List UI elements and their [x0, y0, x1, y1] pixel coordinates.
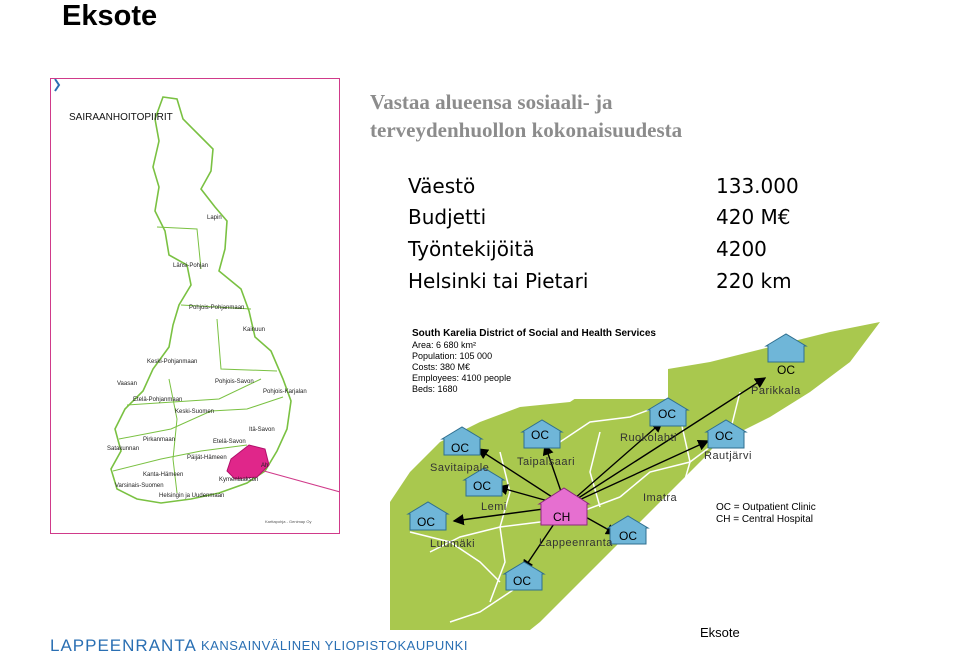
town-label: Luumäki	[430, 538, 476, 550]
oc-house-label: OC	[473, 479, 491, 493]
page-title: Eksote	[62, 0, 158, 32]
map-credit: Karttapohja - Genimap Oy	[265, 519, 312, 524]
region-label: Pohjois-Karjalan	[263, 389, 307, 395]
stat-value: 220 km	[716, 269, 792, 293]
region-label: Helsingin ja Uudenmaan	[159, 493, 225, 499]
subtitle-line: Vastaa alueensa sosiaali- ja	[370, 90, 613, 114]
stat-value: 133.000	[716, 174, 799, 198]
eksote-info-line: Beds: 1680	[412, 384, 458, 394]
town-label: Savitaipale	[430, 462, 490, 474]
stat-label: Väestö	[408, 174, 476, 198]
region-label: Itä-Savon	[249, 427, 275, 433]
eksote-info-line: Employees: 4100 people	[412, 373, 512, 383]
oc-house-label: OC	[451, 441, 469, 455]
oc-house-label: OC	[715, 429, 733, 443]
region-label: Keski-Pohjanmaan	[147, 359, 198, 365]
region-label: Vaasan	[117, 381, 137, 387]
region-label: Lapin	[207, 215, 222, 221]
region-label: Länsi-Pohjan	[173, 263, 209, 269]
stat-label: Helsinki tai Pietari	[408, 269, 589, 293]
region-label: Etelä-Savon	[213, 439, 246, 445]
map-heading: SAIRAANHOITOPIIRIT	[69, 112, 173, 123]
footer-org-name: Eksote	[700, 625, 740, 640]
eksote-info-line: Population: 105 000	[412, 351, 493, 361]
eksote-info-title: South Karelia District of Social and Health Services	[412, 328, 656, 339]
region-label: Ah	[261, 463, 269, 469]
oc-house-label: OC	[513, 574, 531, 588]
eksote-info-line: Area: 6 680 km²	[412, 340, 477, 350]
region-label: Päijät-Hämeen	[187, 455, 227, 461]
oc-house-label: OC	[658, 407, 676, 421]
footer-university-tagline: KANSAINVÄLINEN YLIOPISTOKAUPUNKI	[201, 638, 468, 653]
town-label: Imatra	[643, 492, 678, 504]
footer-city-logo: LAPPEENRANTA	[50, 636, 197, 655]
stat-value: 420 M€	[716, 205, 791, 229]
region-label: Pohjois-Savon	[215, 379, 254, 385]
legend-ch: CH = Central Hospital	[716, 514, 813, 525]
stat-label: Työntekijöitä	[408, 237, 535, 261]
region-label: Kymenlaakson	[219, 477, 259, 483]
town-label: Lemi	[481, 501, 507, 513]
town-label: Ruokolahti	[620, 432, 677, 444]
region-label: Pohjois-Pohjanmaan	[189, 305, 245, 311]
oc-house-label: OC	[531, 428, 549, 442]
oc-house-label: OC	[417, 515, 435, 529]
ch-house-label: CH	[553, 510, 571, 524]
region-label: Satakunnan	[107, 446, 140, 452]
legend-oc: OC = Outpatient Clinic	[716, 502, 816, 513]
town-label: Lappeenranta	[539, 537, 613, 549]
region-label: Keski-Suomen	[175, 409, 215, 415]
stat-value: 4200	[716, 237, 767, 261]
hospital-district-map	[50, 78, 340, 534]
region-label: Kainuun	[243, 327, 266, 333]
town-label: Rautjärvi	[704, 450, 752, 462]
eksote-service-map	[390, 322, 880, 638]
town-label: Taipalsaari	[517, 456, 576, 468]
eksote-info-line: Costs: 380 M€	[412, 362, 471, 372]
region-label: Varsinais-Suomen	[115, 483, 164, 489]
subtitle	[370, 88, 682, 144]
region-label: Kanta-Hämeen	[143, 472, 184, 478]
town-label: Parikkala	[751, 385, 801, 397]
oc-house-label: OC	[619, 529, 637, 543]
stat-label: Budjetti	[408, 205, 487, 229]
subtitle-line: terveydenhuollon kokonaisuudesta	[370, 118, 683, 142]
oc-house-label: OC	[777, 363, 795, 377]
region-label: Pirkanmaan	[143, 437, 176, 443]
region-label: Etelä-Pohjanmaan	[133, 397, 183, 403]
